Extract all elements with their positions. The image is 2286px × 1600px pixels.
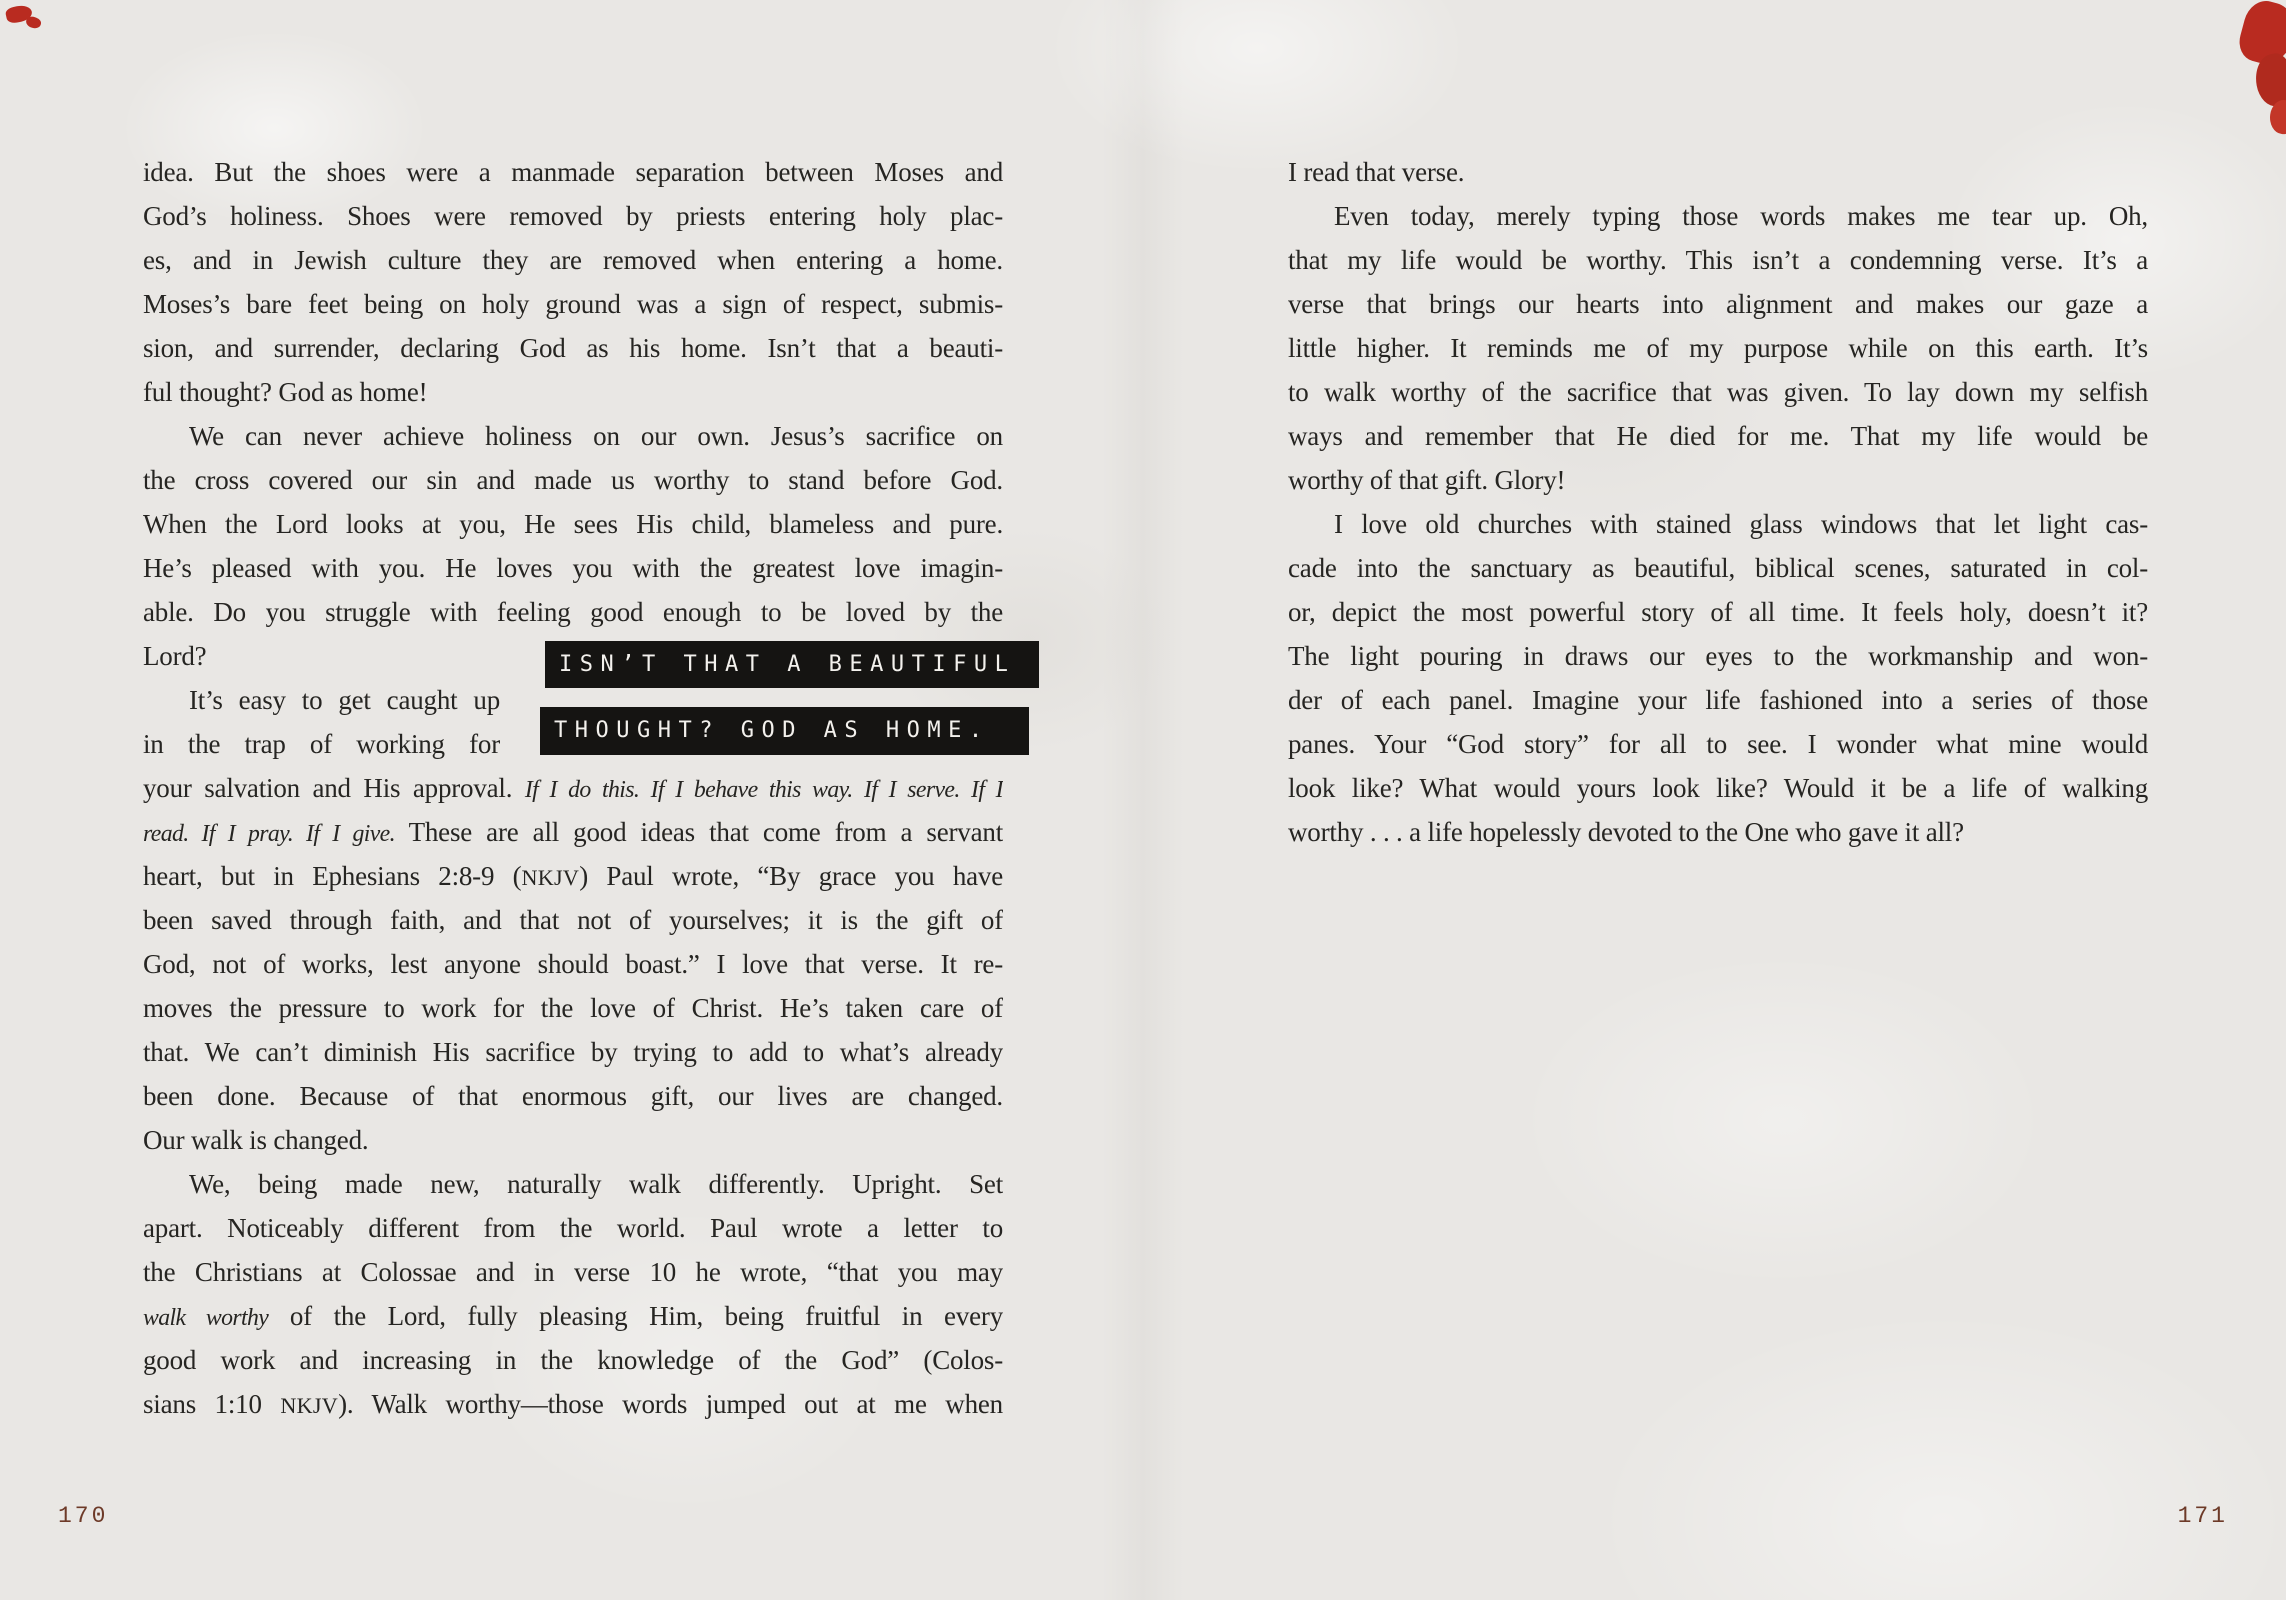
text-line: that. We can’t diminish His sacrifice by trying to add to what’s already [143, 1037, 1003, 1067]
text-line: We can never achieve holiness on our own. Jesus’s sacrifice on [189, 421, 1003, 451]
page-number-left: 170 [58, 1503, 109, 1529]
text-line: been saved through faith, and that not of yourselves; it is the gift of [143, 905, 1003, 935]
text-line: I love old churches with stained glass windows that let light cas- [1334, 509, 2148, 539]
text-line: little higher. It reminds me of my purpose while on this earth. It’s [1288, 333, 2148, 363]
text-line: I read that verse. [1288, 157, 1465, 187]
text-line: der of each panel. Imagine your life fashioned into a series of those [1288, 685, 2148, 715]
text-line: cade into the sanctuary as beautiful, biblical scenes, saturated in col- [1288, 553, 2148, 583]
text-line: We, being made new, naturally walk differently. Upright. Set [189, 1169, 1003, 1199]
text-line: look like? What would yours look like? Would it be a life of walking [1288, 773, 2148, 803]
text-line: apart. Noticeably different from the world. Paul wrote a letter to [143, 1213, 1003, 1243]
text-line: When the Lord looks at you, He sees His child, blameless and pure. [143, 509, 1003, 539]
pull-quote-bar-2: THOUGHT? GOD AS HOME. [540, 707, 1029, 755]
text-line: the cross covered our sin and made us worthy to stand before God. [143, 465, 1003, 495]
text-line: Our walk is changed. [143, 1125, 369, 1155]
text-line: panes. Your “God story” for all to see. I wonder what mine would [1288, 729, 2148, 759]
pull-quote-bar-1: ISN’T THAT A BEAUTIFUL [545, 641, 1039, 688]
text-line: sion, and surrender, declaring God as his home. Isn’t that a beauti- [143, 333, 1003, 363]
text-line: He’s pleased with you. He loves you with the greatest love imagin- [143, 553, 1003, 583]
text-line: the Christians at Colossae and in verse 10 he wrote, “that you may [143, 1257, 1003, 1287]
page-number-right: 171 [2177, 1503, 2228, 1529]
text-line: good work and increasing in the knowledge of the God” (Colos- [143, 1345, 1003, 1375]
text-line: your salvation and His approval. If I do this. If I behave this way. If I serve. If I [143, 773, 1003, 803]
text-line: sians 1:10 NKJV). Walk worthy—those words jumped out at me when [143, 1389, 1003, 1419]
left-page-text [143, 150, 1003, 1426]
text-line: walk worthy of the Lord, fully pleasing Him, being fruitful in every [143, 1301, 1003, 1331]
right-page-text [1288, 150, 2148, 854]
text-line: moves the pressure to work for the love of Christ. He’s taken care of [143, 993, 1003, 1023]
text-line: able. Do you struggle with feeling good enough to be loved by the [143, 597, 1003, 627]
text-line: worthy . . . a life hopelessly devoted to the One who gave it all? [1288, 817, 1964, 847]
text-line: or, depict the most powerful story of all time. It feels holy, doesn’t it? [1288, 597, 2148, 627]
text-line: Moses’s bare feet being on holy ground was a sign of respect, submis- [143, 289, 1003, 319]
text-line: read. If I pray. If I give. These are all good ideas that come from a servant [143, 817, 1003, 847]
text-line: Lord? [143, 641, 207, 671]
text-line: ways and remember that He died for me. That my life would be [1288, 421, 2148, 451]
text-line: that my life would be worthy. This isn’t a condemning verse. It’s a [1288, 245, 2148, 275]
text-line: in the trap of working for [143, 729, 500, 759]
text-line: ful thought? God as home! [143, 377, 428, 407]
text-line: idea. But the shoes were a manmade separation between Moses and [143, 157, 1003, 187]
text-line: The light pouring in draws our eyes to the workmanship and won- [1288, 641, 2148, 671]
text-line: worthy of that gift. Glory! [1288, 465, 1566, 495]
text-line: Even today, merely typing those words makes me tear up. Oh, [1334, 201, 2148, 231]
text-line: heart, but in Ephesians 2:8-9 (NKJV) Paul wrote, “By grace you have [143, 861, 1003, 891]
text-line: God, not of works, lest anyone should boast.” I love that verse. It re- [143, 949, 1003, 979]
text-line: It’s easy to get caught up [189, 685, 500, 715]
text-line: to walk worthy of the sacrifice that was given. To lay down my selfish [1288, 377, 2148, 407]
text-line: God’s holiness. Shoes were removed by priests entering holy plac- [143, 201, 1003, 231]
text-line: been done. Because of that enormous gift, our lives are changed. [143, 1081, 1003, 1111]
text-line: verse that brings our hearts into alignment and makes our gaze a [1288, 289, 2148, 319]
text-line: es, and in Jewish culture they are removed when entering a home. [143, 245, 1003, 275]
red-edge-mark [25, 15, 43, 30]
